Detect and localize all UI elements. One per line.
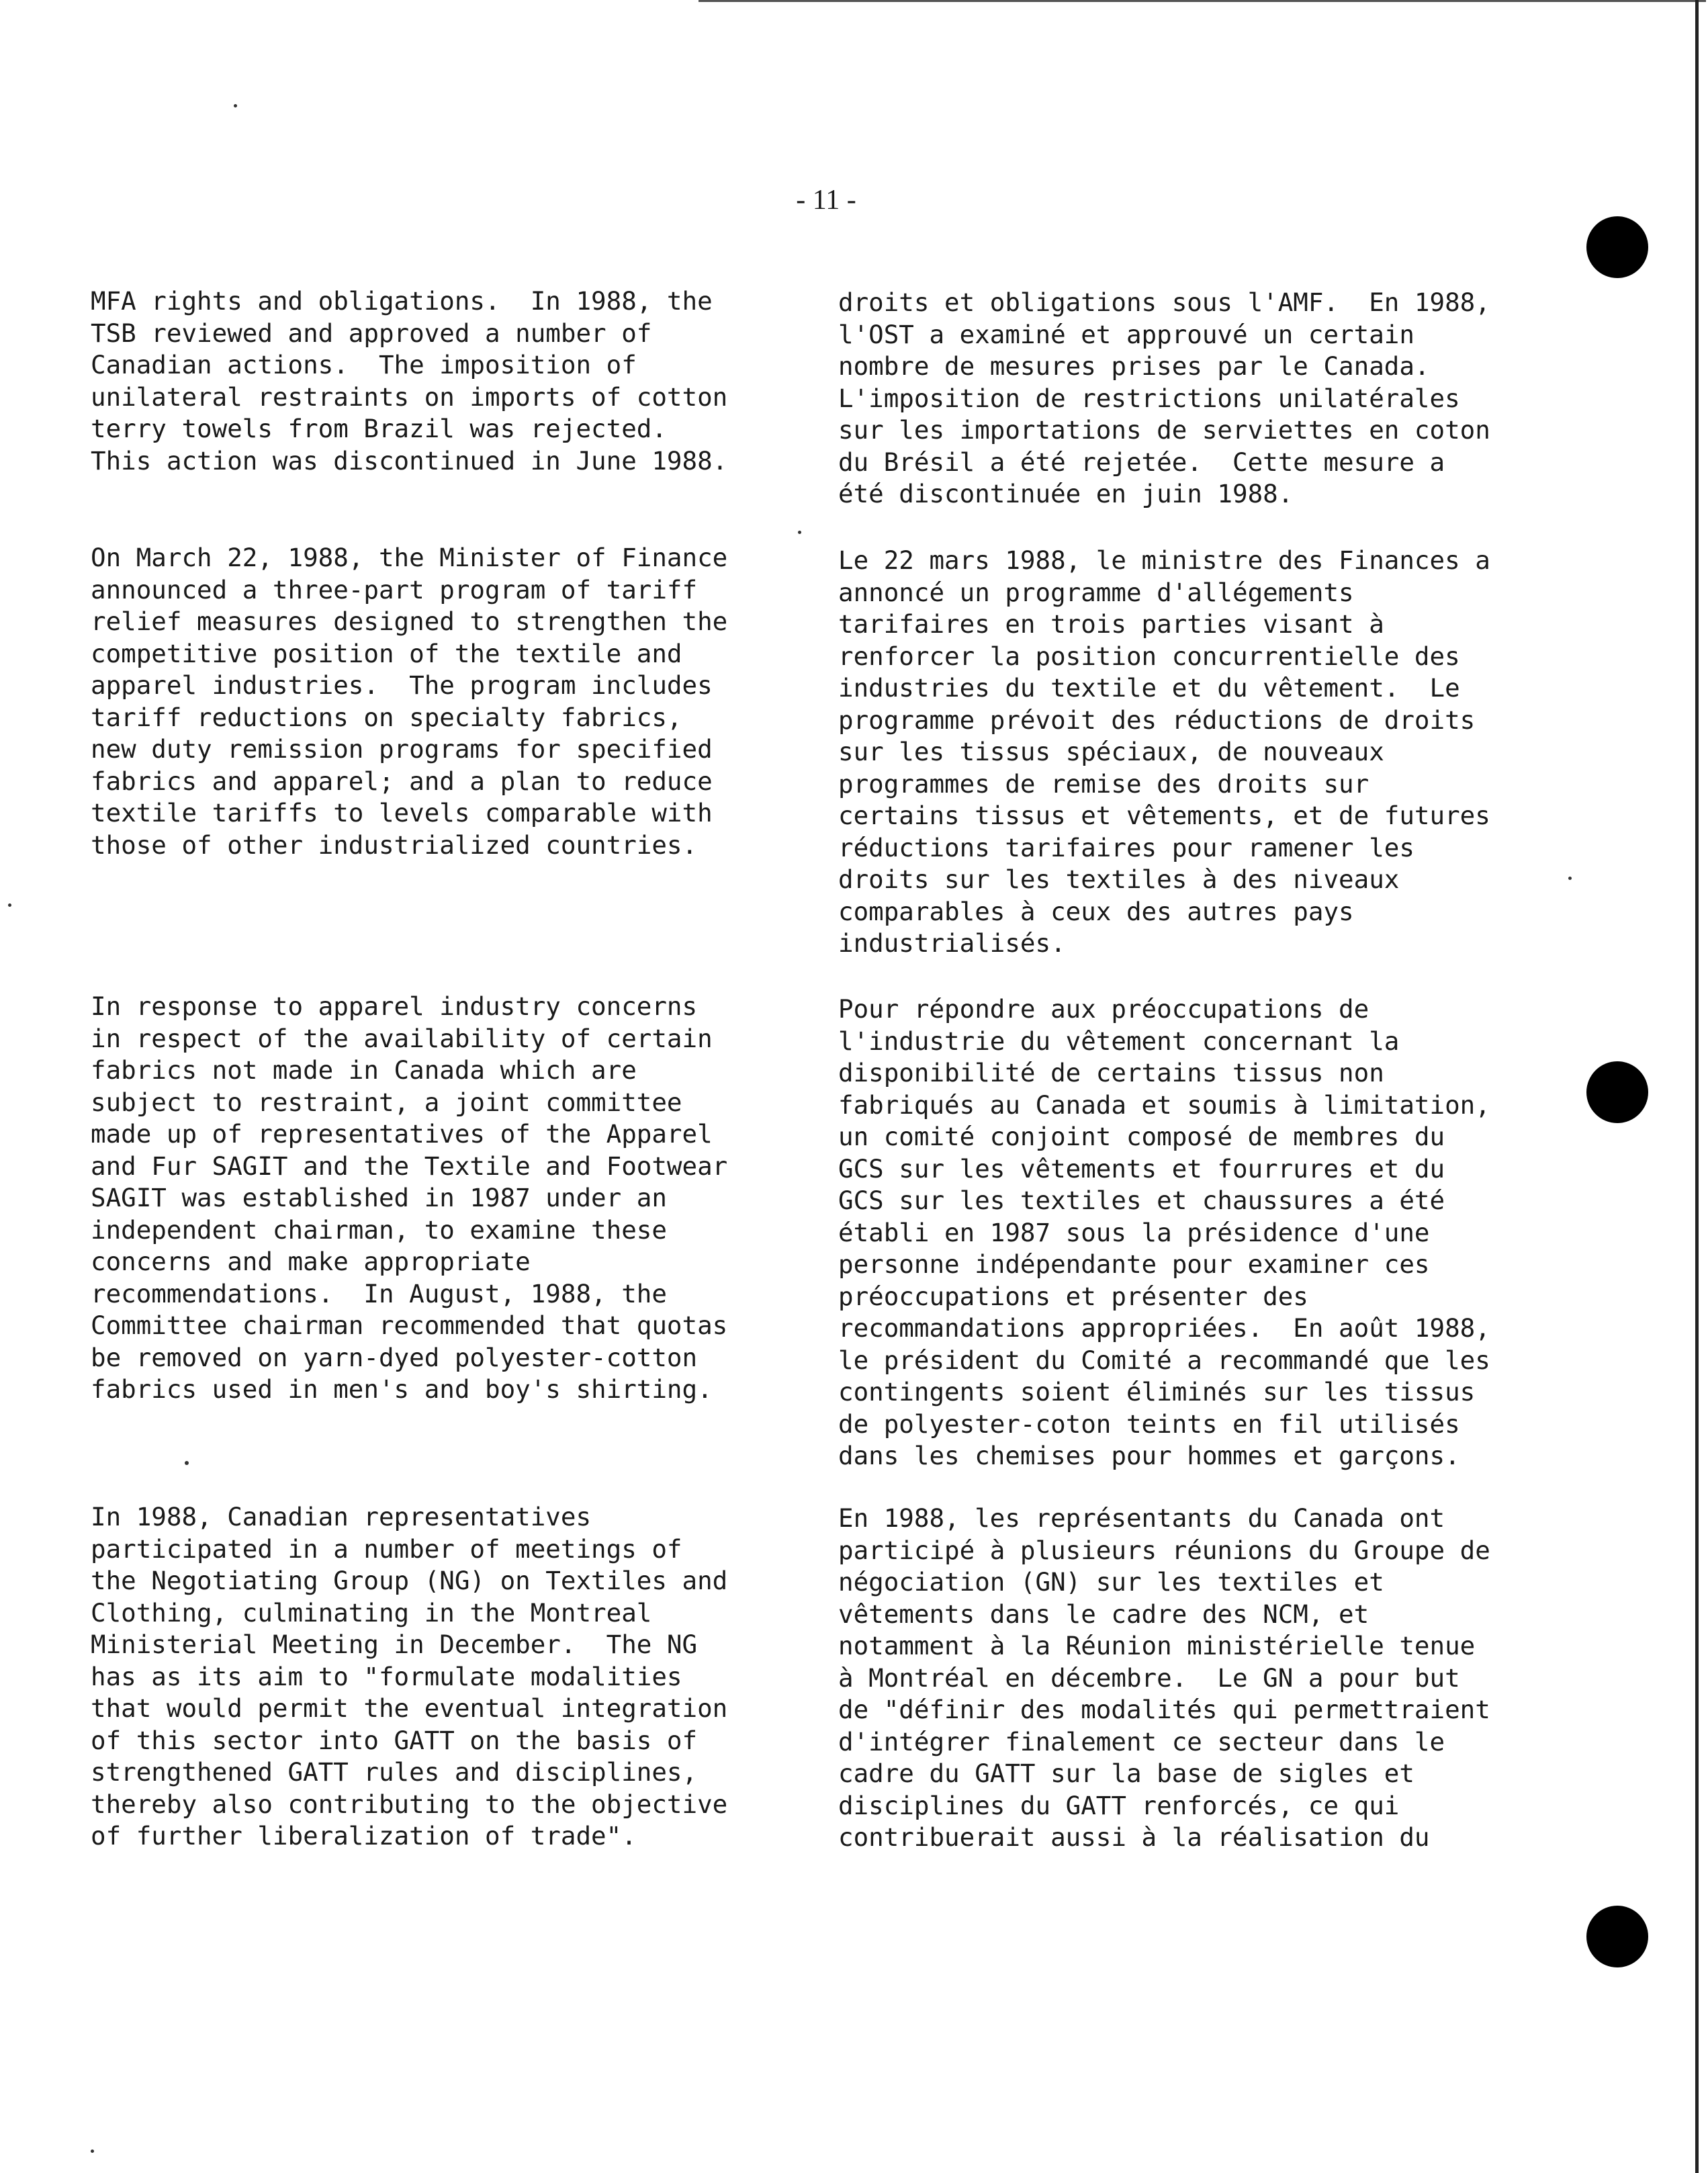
punch-hole-bottom xyxy=(1586,1906,1648,1967)
scan-speck xyxy=(91,2149,94,2153)
scan-speck xyxy=(1568,877,1572,880)
english-paragraph-4: In 1988, Canadian representatives participated in a number of meetings of the Negotiating Group (NG) on Textiles and Clothing, culminating in the Montreal Ministerial Meeting in December. The NG has as its aim to "formulate modalities that would permit the eventual integration of this sector into GATT on the basis of strengthened GATT rules and disciplines, thereby also contributing to the objective of further liberalization of trade". xyxy=(91,1502,728,1851)
scan-speck xyxy=(8,903,11,907)
punch-hole-top xyxy=(1586,216,1648,278)
punch-hole-middle xyxy=(1586,1061,1648,1123)
english-paragraph-3: In response to apparel industry concerns in respect of the availability of certain fabrics not made in Canada which are subject to restraint, a joint committee made up of representatives of the Apparel and Fur SAGIT and the Textile and Footwear SAGIT was established in 1987 under an independent chairman, to examine these concerns and make appropriate recommendations. In August, 1988, the Committee chairman recommended that quotas be removed on yarn-dyed polyester-cotton fabrics used in men's and boy's shirting. xyxy=(91,991,728,1404)
scan-speck xyxy=(798,531,801,534)
scan-speck xyxy=(185,1461,189,1465)
right-scan-edge xyxy=(1695,0,1699,2173)
french-paragraph-2: Le 22 mars 1988, le ministre des Finances a annoncé un programme d'allégements tarifaires en trois parties visant à renforcer la position concurrentielle des industries du textile et du vêtement. Le programme prévoit des réductions de droits sur les tissus spéciaux, de nouveaux programmes de remise des droits sur certains tissus et vêtements, et de futures réductions tarifaires pour ramener les droits sur les textiles à des niveaux comparables à ceux des autres pays industrialisés. xyxy=(838,545,1490,958)
top-scan-rule xyxy=(699,0,1706,2)
english-paragraph-2: On March 22, 1988, the Minister of Finance announced a three-part program of tariff relief measures designed to strengthen the competitive position of the textile and apparel industries. The program includes tariff reductions on specialty fabrics, new duty remission programs for specified fabrics and apparel; and a plan to reduce textile tariffs to levels comparable with those of other industrialized countries. xyxy=(91,543,728,860)
french-paragraph-3: Pour répondre aux préoccupations de l'industrie du vêtement concernant la disponibilité de certains tissus non fabriqués au Canada et soumis à limitation, un comité conjoint composé de membres du GCS sur les vêtements et fourrures et du GCS sur les textiles et chaussures a été établi en 1987 sous la présidence d'une personne indépendante pour examiner ces préoccupations et présenter des recommandations appropriées. En août 1988, le président du Comité a recommandé que les contingents soient éliminés sur les tissus de polyester-coton teints en fil utilisés dans les chemises pour hommes et garçons. xyxy=(838,994,1490,1470)
scan-speck xyxy=(234,104,237,107)
page-number: - 11 - xyxy=(796,185,856,216)
english-paragraph-1: MFA rights and obligations. In 1988, the TSB reviewed and approved a number of Canadian actions. The imposition of unilateral restraints on imports of cotton terry towels from Brazil was rejected. This action was discontinued in June 1988. xyxy=(91,286,728,476)
french-paragraph-4: En 1988, les représentants du Canada ont participé à plusieurs réunions du Groupe de négociation (GN) sur les textiles et vêtements dans le cadre des NCM, et notamment à la Réunion ministérielle tenue à Montréal en décembre. Le GN a pour but de "définir des modalités qui permettraient d'intégrer finalement ce secteur dans le cadre du GATT sur la base de sigles et disciplines du GATT renforcés, ce qui contribuerait aussi à la réalisation du xyxy=(838,1503,1490,1852)
french-paragraph-1: droits et obligations sous l'AMF. En 1988, l'OST a examiné et approuvé un certain nombre de mesures prises par le Canada. L'imposition de restrictions unilatérales sur les importations de serviettes en coton du Brésil a été rejetée. Cette mesure a été discontinuée en juin 1988. xyxy=(838,287,1490,508)
